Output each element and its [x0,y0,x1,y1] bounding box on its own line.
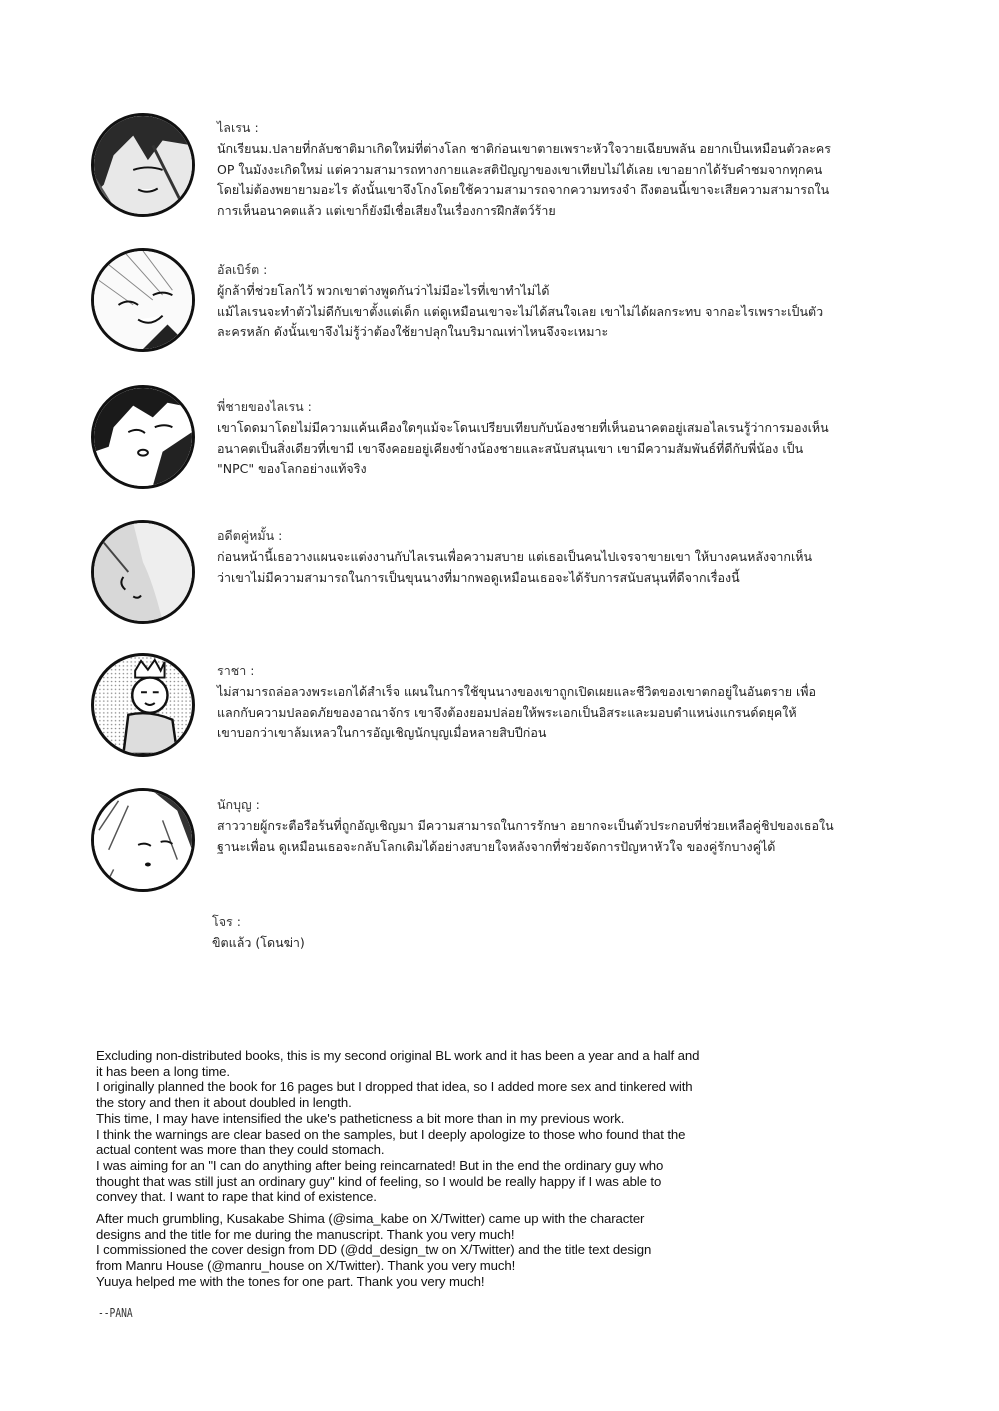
character-description [217,418,829,480]
afterword-line: I commissioned the cover design from DD (@dd_design_tw on X/Twitter) and the title text design [96,1242,652,1258]
description-line: ผู้กล้าที่ช่วยโลกไว้ พวกเขาต่างพูดกันว่าไม่มีอะไรที่เขาทำไม่ได้ [217,283,550,298]
signature: --PANA [98,1306,133,1320]
character-name: นักบุญ : [217,797,260,812]
afterword-line: actual content was more than they could stomach. [96,1142,385,1158]
brother-portrait-icon [94,388,192,486]
afterword-line: This time, I may have intensified the uke's patheticness a bit more than in my previous work. [96,1110,625,1126]
saint-portrait [91,788,195,892]
character-description [217,281,824,343]
character-description [217,139,831,221]
description-line: สาววายผู้กระตือรือร้นที่ถูกอัญเชิญมา มีความสามารถในการรักษา อยากจะเป็นตัวประกอบที่ช่วยเหลือคู่ชิปของเธอใน [217,818,834,833]
afterword-line: thought that was still just an ordinary guy" kind of feeling, so I would be really happy if I was able to [96,1173,662,1189]
description-line: แม้ไลเรนจะทำตัวไม่ดีกับเขาตั้งแต่เด็ก แต่ดูเหมือนเขาจะไม่ได้สนใจเลย เขาไม่ได้ผลกระทบ จากอะไรเพราะเป็นตัว [217,303,824,319]
character-name: พี่ชายของไลเรน : [217,399,312,414]
saint-portrait-icon [94,791,192,889]
afterword-line: the story and then it about doubled in length. [96,1095,352,1111]
albert-portrait [91,248,195,352]
character-description [212,933,812,954]
description-line: การเห็นอนาคตแล้ว แต่เขาก็ยังมีเชื่อเสียงในเรื่องการฝึกสัตว์ร้าย [217,202,556,218]
description-line: ฐานะเพื่อน ดูเหมือนเธอจะกลับโลกเดิมได้อย่างสบายใจหลังจากที่ช่วยจัดการปัญหาหัวใจ ของคู่รักบางคู่ได้ [217,838,776,854]
description-line: โดยไม่ต้องพยายามอะไร ดังนั้นเขาจึงโกงโดยใช้ความสามารถจากความทรงจำ ถึงตอนนี้เขาจะเสียความสามารถใน [217,182,830,197]
afterword-line: designs and the title for me during the manuscript. Thank you very much! [96,1226,515,1242]
lairen-portrait [91,113,195,217]
afterword-paragraph [96,1211,736,1290]
albert-portrait-icon [94,251,192,349]
character-entry [217,795,834,857]
description-line: ละครหลัก ดังนั้นเขาจึงไม่รู้ว่าต้องใช้ยาปลุกในบริมาณเท่าไหนจึงจะเหมาะ [217,324,609,339]
brother-portrait [91,385,195,489]
character-name: โจร : [212,914,241,929]
ex-fiancee-portrait-icon [94,523,192,621]
description-line: อนาคตเป็นสิ่งเดียวที่เขามี เขาจึงคอยอยู่เคียงข้างน้องชายและสนับสนุนเขา เขามีความสัมพันธ์ที่ดีกับพี่น้อง เป็น [217,440,804,456]
afterword [96,1048,736,1290]
description-line: แลกกับความปลอดภัยของอาณาจักร เขาจึงต้องยอมปล่อยให้พระเอกเป็นอิสระและมอบตำแหน่งแกรนด์ดยุคให้ [217,704,797,720]
lairen-portrait-icon [94,116,192,214]
afterword-line: convey that. I want to rape that kind of existence. [96,1189,377,1205]
afterword-line: Excluding non-distributed books, this is my second original BL work and it has been a year and a half and [96,1048,700,1063]
afterword-line: I think the warnings are clear based on the samples, but I deeply apologize to those who found that the [96,1126,686,1142]
description-line: ก่อนหน้านี้เธอวางแผนจะแต่งงานกับไลเรนเพื่อความสบาย แต่เธอเป็นคนไปเจรจาขายเขา ให้บางคนหลังจากเห็น [217,549,813,564]
character-name: ราชา : [217,663,255,678]
afterword-line: I originally planned the book for 16 pages but I dropped that idea, so I added more sex and tinkered with [96,1079,693,1095]
afterword-line: Yuuya helped me with the tones for one part. Thank you very much! [96,1273,485,1289]
afterword-line: I was aiming for an "I can do anything after being reincarnated! But in the end the ordinary guy who [96,1157,664,1173]
afterword-line: After much grumbling, Kusakabe Shima (@sima_kabe on X/Twitter) came up with the character [96,1211,645,1227]
description-line: ไม่สามารถล่อลวงพระเอกได้สำเร็จ แผนในการใช้ขุนนางของเขาถูกเปิดเผยและชีวิตของเขาตกอยู่ในอันตราย เพื่อ [217,684,817,699]
king-portrait-icon [94,656,192,754]
character-entry [217,661,817,744]
character-description [217,816,834,857]
description-line: ขิตแล้ว (โดนฆ่า) [212,935,305,950]
description-line: OP ในมังงะเกิดใหม่ แต่ความสามารถทางกายและสติปัญญาของเขาเทียบไม่ได้เลย เขาอยากได้รับคำชมจากทุกคน [217,161,823,177]
character-name: อดีตคู่หมั้น : [217,528,283,543]
description-line: เขาบอกว่าเขาล้มเหลวในการอัญเชิญนักบุญเมื่อหลายสิบปีก่อน [217,725,547,740]
character-entry [217,526,817,588]
description-line: ว่าเขาไม่มีความสามารถในการเป็นขุนนางที่มากพอดูเหมือนเธอจะได้รับการสนับสนุนที่ดีจากเรื่องนี้ [217,569,740,585]
ex-fiancee-portrait [91,520,195,624]
king-portrait [91,653,195,757]
character-name: ไลเรน : [217,120,259,135]
character-entry [217,397,829,480]
afterword-line: from Manru House (@manru_house on X/Twitter). Thank you very much! [96,1258,516,1274]
afterword-paragraph [96,1048,736,1205]
thief-entry [212,912,812,954]
character-entry [217,118,831,221]
description-line: เขาโดดมาโดยไม่มีความแค้นเคืองใดๆแม้จะโดนเปรียบเทียบกับน้องชายที่เห็นอนาคตอยู่เสมอไลเรนรู้ว่าการมองเห็น [217,420,829,435]
character-name: อัลเบิร์ต : [217,262,268,277]
character-entry [217,260,824,343]
description-line: นักเรียนม.ปลายที่กลับชาติมาเกิดใหม่ที่ต่างโลก ชาติก่อนเขาตายเพราะหัวใจวายเฉียบพลัน อยากเป็นเหมือนตัวละคร [217,141,831,156]
description-line: "NPC" ของโลกอย่างแท้จริง [217,461,367,476]
afterword-line: it has been a long time. [96,1063,230,1079]
character-description [217,682,817,744]
character-description [217,547,817,588]
